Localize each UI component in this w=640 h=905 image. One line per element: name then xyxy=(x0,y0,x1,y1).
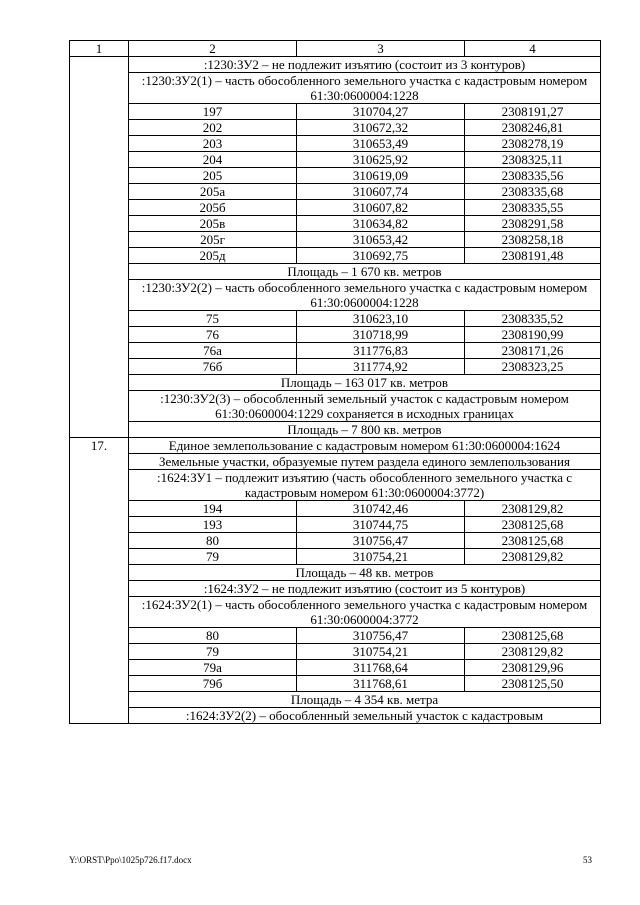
x-coordinate: 310742,46 xyxy=(297,501,465,517)
section-text: Площадь – 48 кв. метров xyxy=(129,565,601,581)
section-text: :1624:ЗУ2(1) – часть обособленного земельного участка с кадастровым номером 61:30:0600004:3772 xyxy=(129,597,601,628)
table-row xyxy=(70,248,601,264)
section-row xyxy=(70,375,601,391)
point-number: 80 xyxy=(129,628,297,644)
x-coordinate: 310634,82 xyxy=(297,216,465,232)
table-row xyxy=(70,200,601,216)
point-number: 79 xyxy=(129,644,297,660)
table-row xyxy=(70,660,601,676)
header-cell-1: 1 xyxy=(70,41,129,57)
x-coordinate: 311768,61 xyxy=(297,676,465,692)
table-row xyxy=(70,676,601,692)
y-coordinate: 2308125,68 xyxy=(465,628,601,644)
x-coordinate: 311768,64 xyxy=(297,660,465,676)
y-coordinate: 2308335,55 xyxy=(465,200,601,216)
section-row xyxy=(70,438,601,454)
x-coordinate: 310754,21 xyxy=(297,549,465,565)
section-row xyxy=(70,73,601,104)
section-text: Единое землепользование с кадастровым номером 61:30:0600004:1624 xyxy=(129,438,601,454)
table-row xyxy=(70,120,601,136)
x-coordinate: 310653,42 xyxy=(297,232,465,248)
section-row xyxy=(70,565,601,581)
point-number: 205а xyxy=(129,184,297,200)
point-number: 205 xyxy=(129,168,297,184)
point-number: 205б xyxy=(129,200,297,216)
table-row xyxy=(70,628,601,644)
x-coordinate: 310718,99 xyxy=(297,327,465,343)
section-text: :1230:ЗУ2(2) – часть обособленного земельного участка с кадастровым номером 61:30:0600004:1228 xyxy=(129,280,601,311)
point-number: 80 xyxy=(129,533,297,549)
section-text: Земельные участки, образуемые путем раздела единого землепользования xyxy=(129,454,601,470)
header-cell-2: 2 xyxy=(129,41,297,57)
table-row xyxy=(70,533,601,549)
x-coordinate: 310623,10 xyxy=(297,311,465,327)
section-row xyxy=(70,391,601,422)
y-coordinate: 2308335,68 xyxy=(465,184,601,200)
table-row xyxy=(70,232,601,248)
table-row xyxy=(70,216,601,232)
x-coordinate: 310744,75 xyxy=(297,517,465,533)
section-text: :1230:ЗУ2(3) – обособленный земельный участок с кадастровым номером 61:30:0600004:1229 сохраняется в исходных границах xyxy=(129,391,601,422)
y-coordinate: 2308125,68 xyxy=(465,517,601,533)
point-number: 193 xyxy=(129,517,297,533)
section-text: :1624:ЗУ2 – не подлежит изъятию (состоит из 5 контуров) xyxy=(129,581,601,597)
x-coordinate: 311776,83 xyxy=(297,343,465,359)
table-row xyxy=(70,517,601,533)
table-row xyxy=(70,327,601,343)
section-text: :1624:ЗУ1 – подлежит изъятию (часть обособленного земельного участка с кадастровым номером 61:30:0600004:3772) xyxy=(129,470,601,501)
point-number: 76б xyxy=(129,359,297,375)
point-number: 197 xyxy=(129,104,297,120)
section-row xyxy=(70,454,601,470)
y-coordinate: 2308335,52 xyxy=(465,311,601,327)
y-coordinate: 2308291,58 xyxy=(465,216,601,232)
y-coordinate: 2308325,11 xyxy=(465,152,601,168)
y-coordinate: 2308190,99 xyxy=(465,327,601,343)
table-row xyxy=(70,104,601,120)
y-coordinate: 2308129,82 xyxy=(465,644,601,660)
point-number: 204 xyxy=(129,152,297,168)
y-coordinate: 2308125,68 xyxy=(465,533,601,549)
point-number: 205д xyxy=(129,248,297,264)
header-cell-4: 4 xyxy=(465,41,601,57)
section-text: Площадь – 163 017 кв. метров xyxy=(129,375,601,391)
coordinates-table xyxy=(69,40,601,724)
y-coordinate: 2308125,50 xyxy=(465,676,601,692)
x-coordinate: 310672,32 xyxy=(297,120,465,136)
section-text: Площадь – 1 670 кв. метров xyxy=(129,264,601,280)
x-coordinate: 310704,27 xyxy=(297,104,465,120)
y-coordinate: 2308129,96 xyxy=(465,660,601,676)
y-coordinate: 2308258,18 xyxy=(465,232,601,248)
table-row xyxy=(70,311,601,327)
x-coordinate: 310607,74 xyxy=(297,184,465,200)
section-row xyxy=(70,708,601,724)
table-row xyxy=(70,184,601,200)
y-coordinate: 2308323,25 xyxy=(465,359,601,375)
point-number: 76 xyxy=(129,327,297,343)
section-text: :1624:ЗУ2(2) – обособленный земельный участок с кадастровым xyxy=(129,708,601,724)
y-coordinate: 2308246,81 xyxy=(465,120,601,136)
section-text: :1230:ЗУ2(1) – часть обособленного земельного участка с кадастровым номером 61:30:0600004:1228 xyxy=(129,73,601,104)
row-number-cell: 17. xyxy=(70,438,129,724)
header-cell-3: 3 xyxy=(297,41,465,57)
table-row xyxy=(70,168,601,184)
section-text: Площадь – 7 800 кв. метров xyxy=(129,422,601,438)
point-number: 205в xyxy=(129,216,297,232)
header-row xyxy=(70,41,601,57)
section-row xyxy=(70,264,601,280)
point-number: 75 xyxy=(129,311,297,327)
point-number: 79 xyxy=(129,549,297,565)
point-number: 203 xyxy=(129,136,297,152)
section-row xyxy=(70,692,601,708)
point-number: 202 xyxy=(129,120,297,136)
point-number: 79а xyxy=(129,660,297,676)
table-row xyxy=(70,136,601,152)
table-row xyxy=(70,359,601,375)
x-coordinate: 311774,92 xyxy=(297,359,465,375)
footer-page-number: 53 xyxy=(583,855,592,865)
section-text: :1230:ЗУ2 – не подлежит изъятию (состоит из 3 контуров) xyxy=(129,57,601,73)
x-coordinate: 310756,47 xyxy=(297,628,465,644)
x-coordinate: 310619,09 xyxy=(297,168,465,184)
x-coordinate: 310625,92 xyxy=(297,152,465,168)
table-row xyxy=(70,549,601,565)
section-row xyxy=(70,581,601,597)
section-row xyxy=(70,422,601,438)
y-coordinate: 2308191,48 xyxy=(465,248,601,264)
row-number-cell xyxy=(70,57,129,438)
x-coordinate: 310607,82 xyxy=(297,200,465,216)
point-number: 194 xyxy=(129,501,297,517)
x-coordinate: 310653,49 xyxy=(297,136,465,152)
y-coordinate: 2308191,27 xyxy=(465,104,601,120)
y-coordinate: 2308335,56 xyxy=(465,168,601,184)
section-row xyxy=(70,470,601,501)
point-number: 76а xyxy=(129,343,297,359)
table-row xyxy=(70,343,601,359)
table-row xyxy=(70,152,601,168)
x-coordinate: 310692,75 xyxy=(297,248,465,264)
section-row xyxy=(70,57,601,73)
point-number: 79б xyxy=(129,676,297,692)
table-row xyxy=(70,501,601,517)
y-coordinate: 2308171,26 xyxy=(465,343,601,359)
section-row xyxy=(70,280,601,311)
y-coordinate: 2308129,82 xyxy=(465,501,601,517)
x-coordinate: 310754,21 xyxy=(297,644,465,660)
y-coordinate: 2308278,19 xyxy=(465,136,601,152)
table-row xyxy=(70,644,601,660)
footer-file-path: Y:\ORST\Ppo\1025p726.f17.docx xyxy=(69,855,192,865)
y-coordinate: 2308129,82 xyxy=(465,549,601,565)
x-coordinate: 310756,47 xyxy=(297,533,465,549)
section-text: Площадь – 4 354 кв. метра xyxy=(129,692,601,708)
point-number: 205г xyxy=(129,232,297,248)
section-row xyxy=(70,597,601,628)
